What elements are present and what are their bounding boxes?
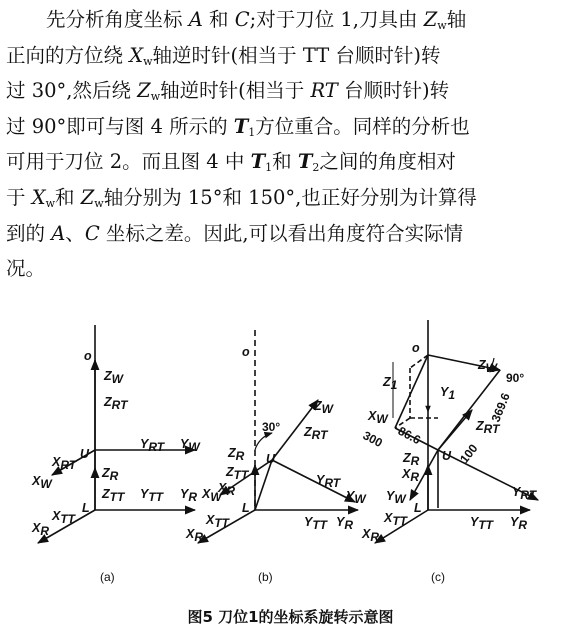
panel-b-zw-label: ZW [314, 399, 333, 416]
panel-a-zr-label: ZR [102, 466, 119, 483]
panel-a-xrt-label: XRT [52, 455, 77, 472]
panel-a-yw-label: YW [180, 437, 200, 454]
paragraph-line-7: 到的 A、C 坐标之差。因此,可以看出角度符合实际情 [6, 221, 464, 245]
panel-b-u-label: U [266, 452, 276, 466]
panel-c-l-label: L [414, 501, 422, 515]
panel-b-zr-label: ZR [228, 446, 245, 463]
panel-b-angle-arc [255, 433, 272, 450]
panel-a-ytt-label: YTT [140, 487, 164, 504]
panel-c-zw-label: ZW [478, 358, 497, 375]
panel-c-xr2-label: XR [362, 527, 380, 544]
body-paragraph [6, 2, 574, 287]
panel-c-yrt-label: YRT [512, 485, 537, 502]
panel-c-zr-label: ZR [403, 451, 420, 468]
panel-c-caption: (c) [431, 570, 445, 584]
panel-c-dim-300: 300 [360, 428, 385, 451]
panel-c-xw-label: XW [368, 409, 388, 426]
panel-b-ytt-label: YTT [304, 515, 328, 532]
panel-c-angle-label: 90° [506, 371, 525, 385]
paragraph-line-4: 过 90°即可与图 4 所示的 $T_1$方位重合。同样的分析也 [6, 114, 470, 139]
panel-b-ztt-label: ZTT [226, 465, 249, 482]
panel-c-zrt-label: ZRT [476, 419, 500, 436]
panel-b-xr-label: XR [218, 481, 236, 498]
panel-c-y1-label: Y1 [440, 385, 456, 402]
panel-b-caption: (b) [258, 570, 273, 584]
paragraph-line-8: 况。 [6, 257, 46, 281]
panel-c-yr-label: YR [510, 515, 528, 532]
panel-a-zrt-label: ZRT [104, 395, 128, 412]
panel-a-xw-label: XW [32, 474, 52, 491]
panel-c-dim-866: 86.6 [395, 423, 423, 448]
paragraph-line-1: 先分析角度坐标 A 和 C;对于刀位 1,刀具由 $Z_w$轴 [46, 8, 467, 32]
panel-a-yrt-label: YRT [140, 437, 165, 454]
panel-a-zw-label: ZW [104, 369, 123, 386]
paragraph-line-2: 正向的方位绕 $X_w$轴逆时针(相当于 TT 台顺时针)转 [6, 43, 441, 68]
paragraph-line-6: 于 $X_w$和 $Z_w$轴分别为 15°和 150°,也正好分别为计算得 [6, 185, 477, 210]
panel-b-yw-arrow [272, 460, 355, 502]
panel-b-yr-label: YR [336, 515, 354, 532]
panel-b-labels [185, 345, 367, 544]
panel-a-caption: (a) [100, 570, 115, 584]
panel-c-origin-label: o [412, 341, 420, 355]
panel-c-yw-label: YW [386, 489, 406, 506]
panel-b-angle-label: 30° [262, 420, 281, 434]
panel-a-u-label: U [80, 447, 90, 461]
panel-b-origin-label: o [242, 345, 250, 359]
panel-b-diagram [198, 330, 358, 543]
panel-c-ytt-label: YTT [470, 515, 494, 532]
coordinate-rotation-figure [0, 300, 581, 606]
panel-c-u-label: U [442, 449, 452, 463]
panel-a-ztt-label: ZTT [102, 487, 125, 504]
panel-c-xtt-label: XTT [384, 511, 408, 528]
figure-caption: 图5 刀位1的坐标系旋转示意图 [187, 608, 394, 626]
panel-b-xtt-label: XTT [206, 513, 230, 530]
panel-c-labels [361, 341, 538, 544]
panel-b-link [255, 460, 272, 510]
panel-c-xr-label: XR [402, 467, 420, 484]
panel-b-l-label: L [242, 501, 250, 515]
panel-b-zrt-label: ZRT [304, 425, 328, 442]
panel-a-l-label: L [82, 501, 90, 515]
panel-b-yrt-label: YRT [316, 473, 341, 490]
panel-a-xr-label: XR [32, 521, 50, 538]
panel-b-xw-label: XW [202, 487, 222, 504]
panel-c-z1-label: Z1 [383, 375, 398, 392]
panel-a-origin-label: o [84, 349, 92, 363]
panel-a-yr-label: YR [180, 487, 198, 504]
panel-b-yw-label: YW [346, 489, 366, 506]
paragraph-line-5: 可用于刀位 2。而且图 4 中 $T_1$和 $T_2$之间的角度相对 [6, 150, 456, 175]
panel-c-dim-3696: 369.6 [488, 390, 513, 424]
panel-c-dim-100: 100 [457, 441, 481, 466]
panel-b-xr2-label: XR [186, 527, 204, 544]
panel-a-xtt-label: XTT [52, 509, 76, 526]
paragraph-line-3: 过 30°,然后绕 $Z_w$轴逆时针(相当于 RT 台顺时针)转 [6, 79, 450, 104]
